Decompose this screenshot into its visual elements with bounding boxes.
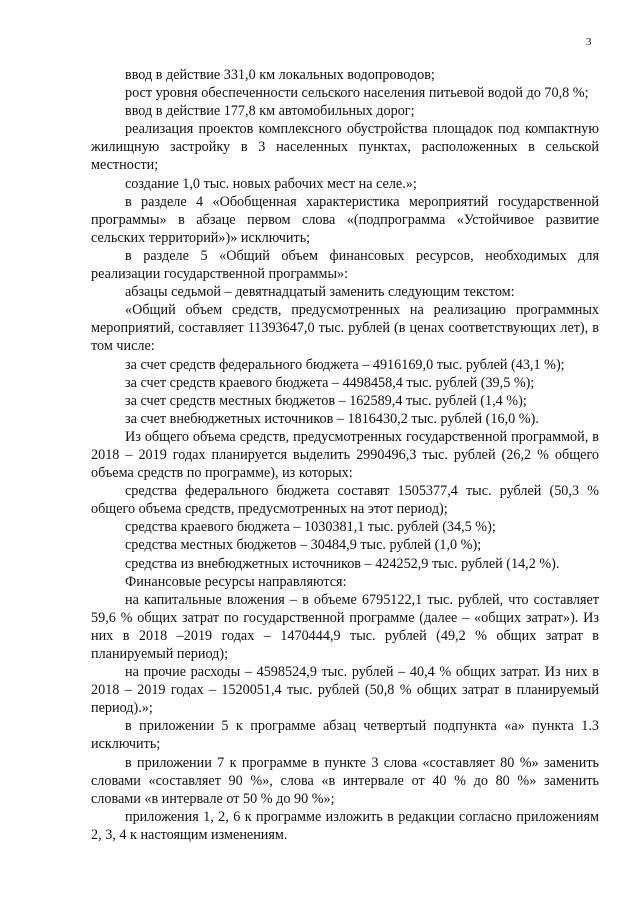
paragraph: Финансовые ресурсы направляются: <box>125 573 347 590</box>
paragraph: ввод в действие 177,8 км автомобильных дорог; <box>125 103 415 120</box>
paragraph: за счет средств краевого бюджета – 4498458,4 тыс. рублей (39,5 %); <box>125 374 535 391</box>
paragraph: средства краевого бюджета – 1030381,1 тыс. рублей (34,5 %); <box>125 519 496 536</box>
document-body <box>91 66 599 844</box>
paragraph: реализация проектов комплексного обустройства площадок под компактную жилищную застройку в 3 населенных пунктах, расположенных в сельской местности; <box>91 121 599 174</box>
paragraph: на капитальные вложения – в объеме 6795122,1 тыс. рублей, что составляет 59,6 % общих затрат по государственной программе (далее – «общих затрат»). Из них в 2018 –2019 годах – 1470444,9 тыс. рублей (49,2 % общих затрат в планируемый период); <box>91 591 599 662</box>
paragraph: создание 1,0 тыс. новых рабочих мест на селе.»; <box>125 175 417 192</box>
paragraph: ввод в действие 331,0 км локальных водопроводов; <box>125 67 435 83</box>
paragraph: в приложении 7 к программе в пункте 3 слова «составляет 80 %» заменить словами «составляет 90 %», слова «в интервале от 40 % до 80 %» заменить словами «в интервале от 50 % до 90 %»; <box>91 754 599 807</box>
paragraph: за счет средств местных бюджетов – 162589,4 тыс. рублей (1,4 %); <box>125 392 527 409</box>
paragraph: средства из внебюджетных источников – 424252,9 тыс. рублей (14,2 %). <box>125 555 560 572</box>
paragraph: «Общий объем средств, предусмотренных на реализацию программных мероприятий, составляет 11393647,0 тыс. рублей (в ценах соответствующих лет), в том числе: <box>91 302 599 355</box>
paragraph: за счет внебюджетных источников – 1816430,2 тыс. рублей (16,0 %). <box>125 410 539 427</box>
paragraph: за счет средств федерального бюджета – 4916169,0 тыс. рублей (43,1 %); <box>125 356 565 373</box>
paragraph: Из общего объема средств, предусмотренных государственной программой, в 2018 – 2019 годах планируется выделить 2990496,3 тыс. рублей (26,2 % общего объема средств по программе), из которых: <box>91 428 599 482</box>
paragraph: рост уровня обеспеченности сельского населения питьевой водой до 70,8 %; <box>125 85 589 102</box>
paragraph: в приложении 5 к программе абзац четвертый подпункта «а» пункта 1.3 исключить; <box>91 718 599 753</box>
paragraph: приложения 1, 2, 6 к программе изложить в редакции согласно приложениям 2, 3, 4 к настоящим изменениям. <box>91 808 599 843</box>
paragraph: абзацы седьмой – девятнадцатый заменить следующим текстом: <box>125 284 515 301</box>
paragraph: средства федерального бюджета составят 1505377,4 тыс. рублей (50,3 % общего объема средств, предусмотренных на этот период); <box>91 483 599 518</box>
paragraph: в разделе 5 «Общий объем финансовых ресурсов, необходимых для реализации государственной программы»: <box>91 247 599 283</box>
paragraph: в разделе 4 «Обобщенная характеристика мероприятий государственной программы» в абзаце первом слова «(подпрограмма «Устойчивое развитие сельских территорий»)» исключить; <box>91 193 599 246</box>
paragraph: на прочие расходы – 4598524,9 тыс. рублей – 40,4 % общих затрат. Из них в 2018 – 2019 годах – 1520051,4 тыс. рублей (50,8 % общих затрат в планируемый период).»; <box>91 664 599 717</box>
page-number: 3 <box>586 36 592 48</box>
paragraph: средства местных бюджетов – 30484,9 тыс. рублей (1,0 %); <box>125 537 482 554</box>
